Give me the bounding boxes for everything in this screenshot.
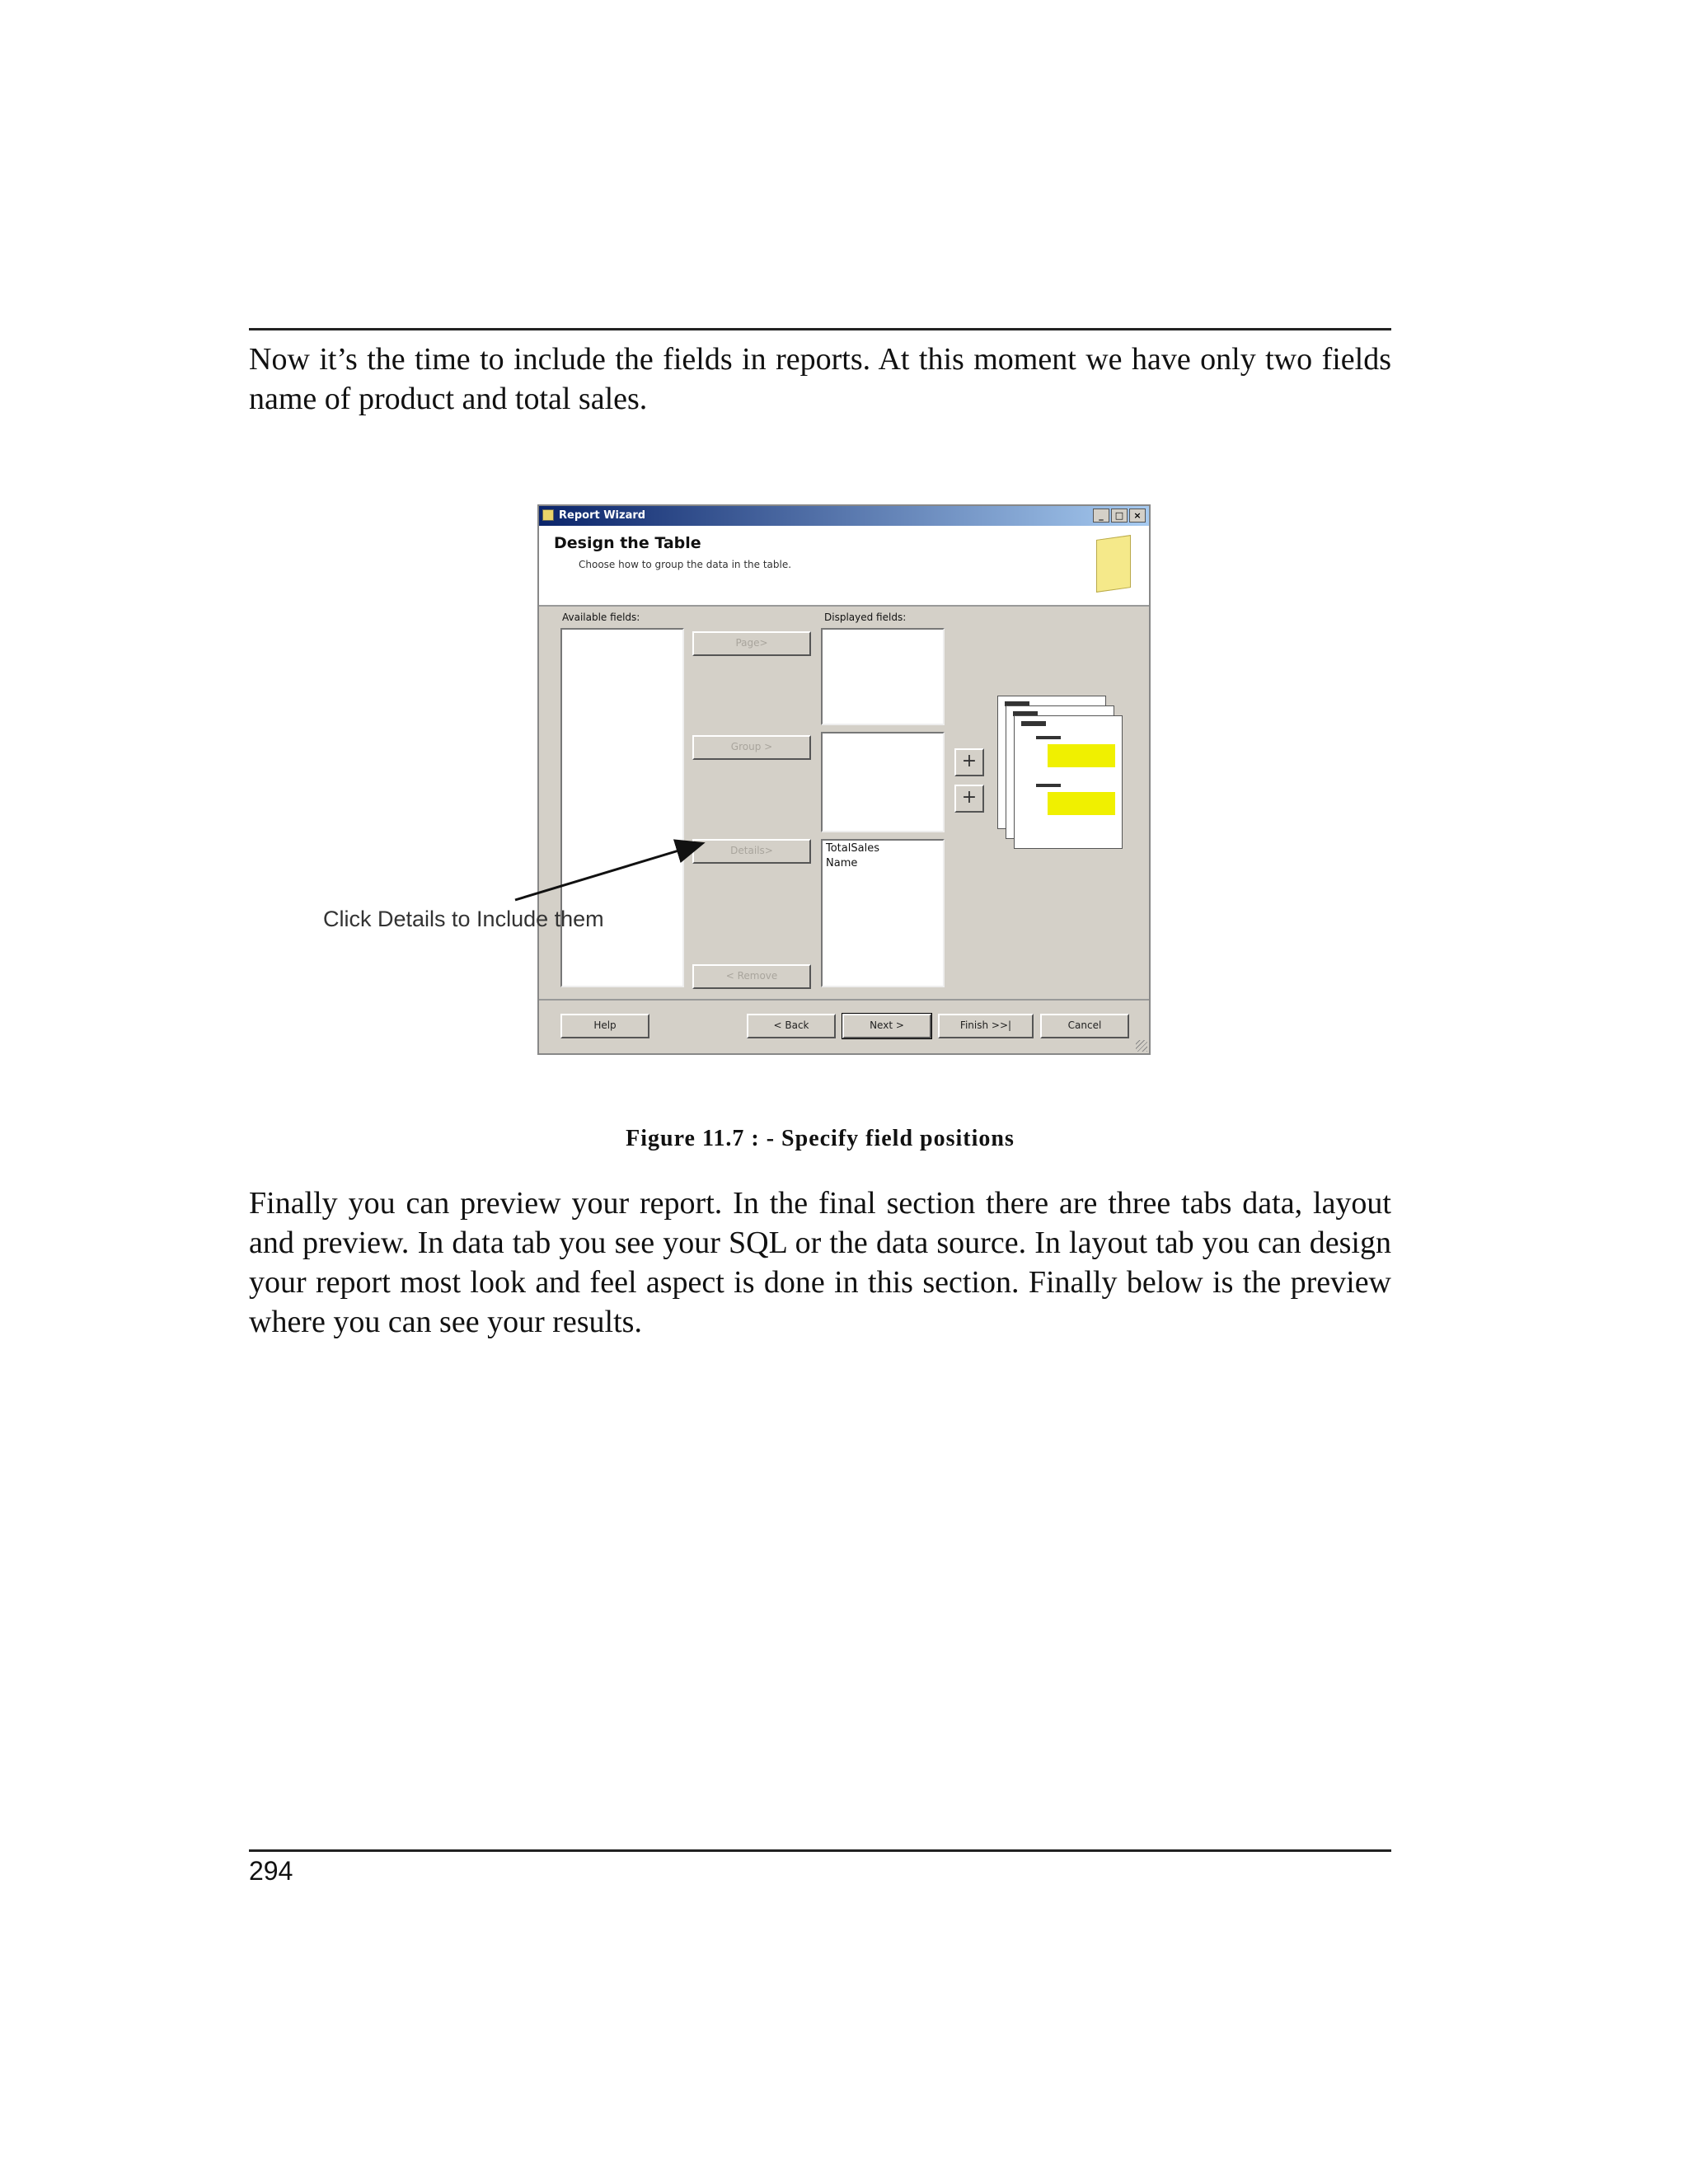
resize-grip-icon[interactable] xyxy=(1136,1040,1147,1052)
preview-group-mark xyxy=(1036,784,1061,787)
preview-detail-block xyxy=(1048,744,1115,767)
wizard-header xyxy=(539,526,1149,607)
title-bar xyxy=(539,506,1149,526)
cancel-button[interactable]: Cancel xyxy=(1040,1014,1129,1038)
intro-paragraph: Now it’s the time to include the fields in reports. At this moment we have only two fields name of product and total sales. xyxy=(249,342,1391,416)
move-down-button[interactable]: + xyxy=(954,785,984,813)
move-up-button[interactable]: + xyxy=(954,748,984,776)
annotation-text: Click Details to Include them xyxy=(323,907,604,931)
table-layout-preview xyxy=(997,696,1121,844)
page-fields-list[interactable] xyxy=(821,628,945,725)
close-button[interactable]: × xyxy=(1129,509,1146,523)
finish-button[interactable]: Finish >>| xyxy=(938,1014,1034,1038)
wizard-step-subtitle: Choose how to group the data in the table. xyxy=(579,559,792,570)
preview-group-mark xyxy=(1036,736,1061,739)
group-fields-list[interactable] xyxy=(821,732,945,832)
details-button[interactable]: Details> xyxy=(692,839,811,864)
app-icon xyxy=(542,509,554,521)
back-button[interactable]: < Back xyxy=(747,1014,836,1038)
wizard-step-title: Design the Table xyxy=(554,534,701,552)
details-fields-list[interactable] xyxy=(821,839,945,987)
field-total-sales[interactable]: TotalSales xyxy=(826,842,879,855)
bottom-rule xyxy=(249,1849,1391,1852)
field-name[interactable]: Name xyxy=(826,857,858,869)
help-button[interactable]: Help xyxy=(560,1014,649,1038)
next-button[interactable]: Next > xyxy=(842,1014,931,1038)
footer-separator xyxy=(539,999,1149,1001)
group-button[interactable]: Group > xyxy=(692,735,811,760)
preview-header-mark xyxy=(1021,721,1046,726)
available-fields-label: Available fields: xyxy=(562,612,640,623)
notepad-icon xyxy=(1096,535,1131,593)
window-controls xyxy=(1093,509,1146,523)
remove-button[interactable]: < Remove xyxy=(692,964,811,989)
maximize-button[interactable]: □ xyxy=(1111,509,1128,523)
minimize-button[interactable]: _ xyxy=(1093,509,1109,523)
available-fields-list[interactable] xyxy=(560,628,684,987)
page-button[interactable]: Page> xyxy=(692,631,811,656)
page-number: 294 xyxy=(249,1856,293,1886)
closing-paragraph: Finally you can preview your report. In the final section there are three tabs data, layout and preview. In data tab you see your SQL or the data source. In layout tab you can design your report most look and feel aspect is done in this section. Finally below is the preview where you can see your results. xyxy=(249,1186,1391,1339)
preview-detail-block xyxy=(1048,792,1115,815)
report-wizard-dialog xyxy=(537,504,1151,1055)
window-title: Report Wizard xyxy=(559,509,646,522)
figure-caption: Figure 11.7 : - Specify field positions xyxy=(626,1126,1015,1151)
top-rule xyxy=(249,328,1391,330)
displayed-fields-label: Displayed fields: xyxy=(824,612,907,623)
preview-page-front xyxy=(1014,715,1123,849)
